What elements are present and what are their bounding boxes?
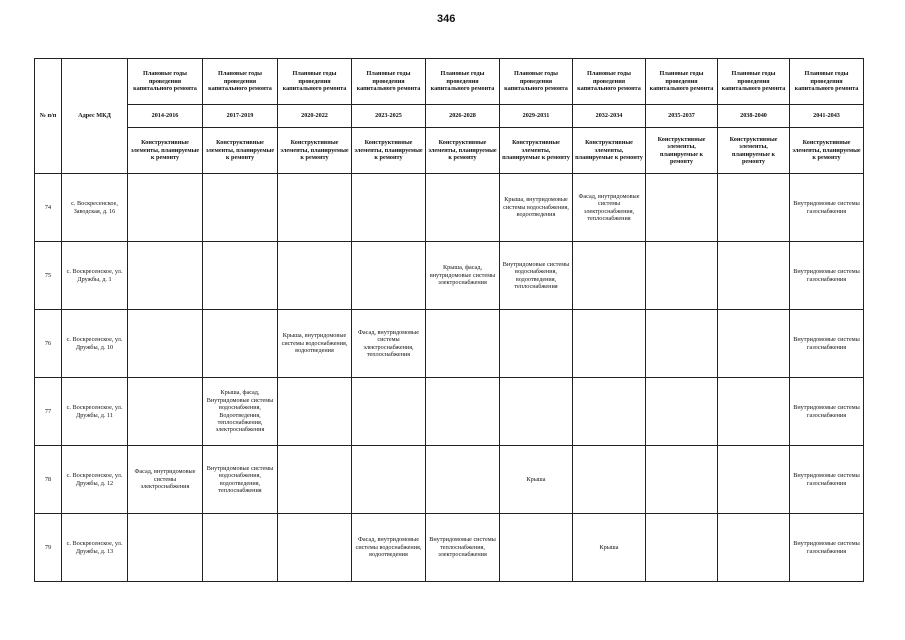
period-subheader: Конструктивные элементы, планируемые к ремонту bbox=[646, 128, 718, 174]
period-title-header: Плановые годы проведения капитального ремонта bbox=[573, 59, 646, 105]
table-row bbox=[35, 446, 864, 514]
repair-elements-cell bbox=[278, 242, 352, 310]
repair-elements-cell: Фасад, внутридомовые системы водоснабжения, водоотведения bbox=[352, 514, 426, 582]
repair-elements-cell bbox=[278, 174, 352, 242]
repair-elements-cell bbox=[646, 310, 718, 378]
table-row bbox=[35, 242, 864, 310]
repair-elements-cell bbox=[718, 174, 790, 242]
row-number: 77 bbox=[35, 378, 62, 446]
repair-elements-cell bbox=[646, 446, 718, 514]
repair-elements-cell bbox=[646, 174, 718, 242]
row-number: 75 bbox=[35, 242, 62, 310]
repair-elements-cell bbox=[278, 446, 352, 514]
period-title-header: Плановые годы проведения капитального ремонта bbox=[426, 59, 500, 105]
repair-elements-cell: Внутридомовые системы водоснабжения, водоотведения, теплоснабжения bbox=[500, 242, 573, 310]
repair-elements-cell bbox=[203, 310, 278, 378]
repair-elements-cell bbox=[426, 378, 500, 446]
repair-elements-cell bbox=[352, 378, 426, 446]
repair-elements-cell bbox=[646, 378, 718, 446]
repair-elements-cell bbox=[203, 174, 278, 242]
table-row bbox=[35, 310, 864, 378]
repair-elements-cell: Фасад, внутридомовые системы электроснабжения, теплоснабжения bbox=[573, 174, 646, 242]
row-number: 76 bbox=[35, 310, 62, 378]
repair-elements-cell bbox=[426, 174, 500, 242]
period-title-header: Плановые годы проведения капитального ремонта bbox=[352, 59, 426, 105]
repair-elements-cell bbox=[426, 310, 500, 378]
repair-plan-table bbox=[34, 58, 864, 582]
period-years-header: 2029-2031 bbox=[500, 105, 573, 128]
period-subheader: Конструктивные элементы, планируемые к ремонту bbox=[426, 128, 500, 174]
period-years-header: 2041-2043 bbox=[790, 105, 864, 128]
repair-elements-cell bbox=[573, 242, 646, 310]
repair-elements-cell bbox=[646, 242, 718, 310]
period-subheader: Конструктивные элементы, планируемые к ремонту bbox=[500, 128, 573, 174]
period-subheader: Конструктивные элементы, планируемые к ремонту bbox=[718, 128, 790, 174]
row-number: 74 bbox=[35, 174, 62, 242]
period-years-header: 2035-2037 bbox=[646, 105, 718, 128]
repair-elements-cell bbox=[352, 446, 426, 514]
period-subheader: Конструктивные элементы, планируемые к ремонту bbox=[128, 128, 203, 174]
period-years-header: 2026-2028 bbox=[426, 105, 500, 128]
period-years-header: 2017-2019 bbox=[203, 105, 278, 128]
repair-elements-cell: Фасад, внутридомовые системы электроснабжения bbox=[128, 446, 203, 514]
repair-elements-cell bbox=[718, 378, 790, 446]
period-subheader: Конструктивные элементы, планируемые к ремонту bbox=[352, 128, 426, 174]
period-title-header: Плановые годы проведения капитального ремонта bbox=[500, 59, 573, 105]
period-subheader: Конструктивные элементы, планируемые к ремонту bbox=[573, 128, 646, 174]
repair-elements-cell: Крыша, фасад, внутридомовые системы электроснабжения bbox=[426, 242, 500, 310]
period-years-header: 2014-2016 bbox=[128, 105, 203, 128]
repair-elements-cell bbox=[278, 514, 352, 582]
period-title-header: Плановые годы проведения капитального ремонта bbox=[790, 59, 864, 105]
period-title-header: Плановые годы проведения капитального ремонта bbox=[203, 59, 278, 105]
repair-elements-cell bbox=[500, 378, 573, 446]
repair-elements-cell: Внутридомовые системы газоснабжения bbox=[790, 514, 864, 582]
period-title-header: Плановые годы проведения капитального ремонта bbox=[278, 59, 352, 105]
repair-elements-cell bbox=[718, 310, 790, 378]
repair-elements-cell bbox=[128, 514, 203, 582]
repair-elements-cell: Внутридомовые системы теплоснабжения, электроснабжения bbox=[426, 514, 500, 582]
num-header: № п/п bbox=[35, 59, 62, 174]
period-subheader: Конструктивные элементы, планируемые к ремонту bbox=[203, 128, 278, 174]
period-years-header: 2032-2034 bbox=[573, 105, 646, 128]
table-row bbox=[35, 378, 864, 446]
repair-elements-cell: Крыша bbox=[573, 514, 646, 582]
repair-elements-cell bbox=[718, 514, 790, 582]
address-header: Адрес МКД bbox=[62, 59, 128, 174]
repair-elements-cell bbox=[278, 378, 352, 446]
address-cell: с. Воскресенское, ул. Дружбы, д. 11 bbox=[62, 378, 128, 446]
period-title-header: Плановые годы проведения капитального ремонта bbox=[128, 59, 203, 105]
repair-elements-cell bbox=[128, 174, 203, 242]
repair-elements-cell bbox=[352, 174, 426, 242]
period-subheader: Конструктивные элементы, планируемые к ремонту bbox=[790, 128, 864, 174]
repair-elements-cell: Внутридомовые системы газоснабжения bbox=[790, 242, 864, 310]
address-cell: с. Воскресенское, ул. Дружбы, д. 13 bbox=[62, 514, 128, 582]
repair-elements-cell: Внутридомовые системы газоснабжения bbox=[790, 310, 864, 378]
repair-elements-cell: Фасад, внутридомовые системы электроснабжения, теплоснабжения bbox=[352, 310, 426, 378]
repair-elements-cell bbox=[500, 310, 573, 378]
address-cell: с. Воскресенское, ул. Дружбы, д. 1 bbox=[62, 242, 128, 310]
repair-elements-cell: Внутридомовые системы газоснабжения bbox=[790, 446, 864, 514]
repair-elements-cell: Внутридомовые системы газоснабжения bbox=[790, 378, 864, 446]
period-subheader: Конструктивные элементы, планируемые к ремонту bbox=[278, 128, 352, 174]
repair-elements-cell: Крыша, внутридомовые системы водоснабжения, водоотведения bbox=[278, 310, 352, 378]
repair-elements-cell: Внутридомовые системы газоснабжения bbox=[790, 174, 864, 242]
repair-elements-cell bbox=[573, 446, 646, 514]
repair-elements-cell bbox=[203, 242, 278, 310]
repair-elements-cell: Крыша, фасад, Внутридомовые системы водоснабжения, Водоотведения, теплоснабжения, электроснабжения bbox=[203, 378, 278, 446]
repair-elements-cell bbox=[500, 514, 573, 582]
repair-elements-cell bbox=[352, 242, 426, 310]
row-number: 79 bbox=[35, 514, 62, 582]
repair-elements-cell bbox=[718, 446, 790, 514]
page-number: 346 bbox=[437, 13, 456, 25]
period-years-header: 2038-2040 bbox=[718, 105, 790, 128]
address-cell: с. Воскресенское, ул. Дружбы, д. 12 bbox=[62, 446, 128, 514]
repair-elements-cell bbox=[426, 446, 500, 514]
period-years-header: 2023-2025 bbox=[352, 105, 426, 128]
period-years-header: 2020-2022 bbox=[278, 105, 352, 128]
address-cell: с. Воскресенское, Заводская, д. 16 bbox=[62, 174, 128, 242]
repair-elements-cell bbox=[128, 310, 203, 378]
repair-elements-cell bbox=[128, 378, 203, 446]
repair-elements-cell bbox=[718, 242, 790, 310]
repair-elements-cell: Внутридомовые системы водоснабжения, водоотведения, теплоснабжения bbox=[203, 446, 278, 514]
period-title-header: Плановые годы проведения капитального ремонта bbox=[718, 59, 790, 105]
table-row bbox=[35, 514, 864, 582]
repair-elements-cell bbox=[573, 310, 646, 378]
repair-elements-cell: Крыша, внутридомовые системы водоснабжения, водоотведения bbox=[500, 174, 573, 242]
row-number: 78 bbox=[35, 446, 62, 514]
address-cell: с. Воскресенское, ул. Дружбы, д. 10 bbox=[62, 310, 128, 378]
period-title-header: Плановые годы проведения капитального ремонта bbox=[646, 59, 718, 105]
repair-elements-cell: Крыша bbox=[500, 446, 573, 514]
repair-elements-cell bbox=[573, 378, 646, 446]
repair-elements-cell bbox=[128, 242, 203, 310]
table-row bbox=[35, 174, 864, 242]
repair-elements-cell bbox=[203, 514, 278, 582]
repair-elements-cell bbox=[646, 514, 718, 582]
